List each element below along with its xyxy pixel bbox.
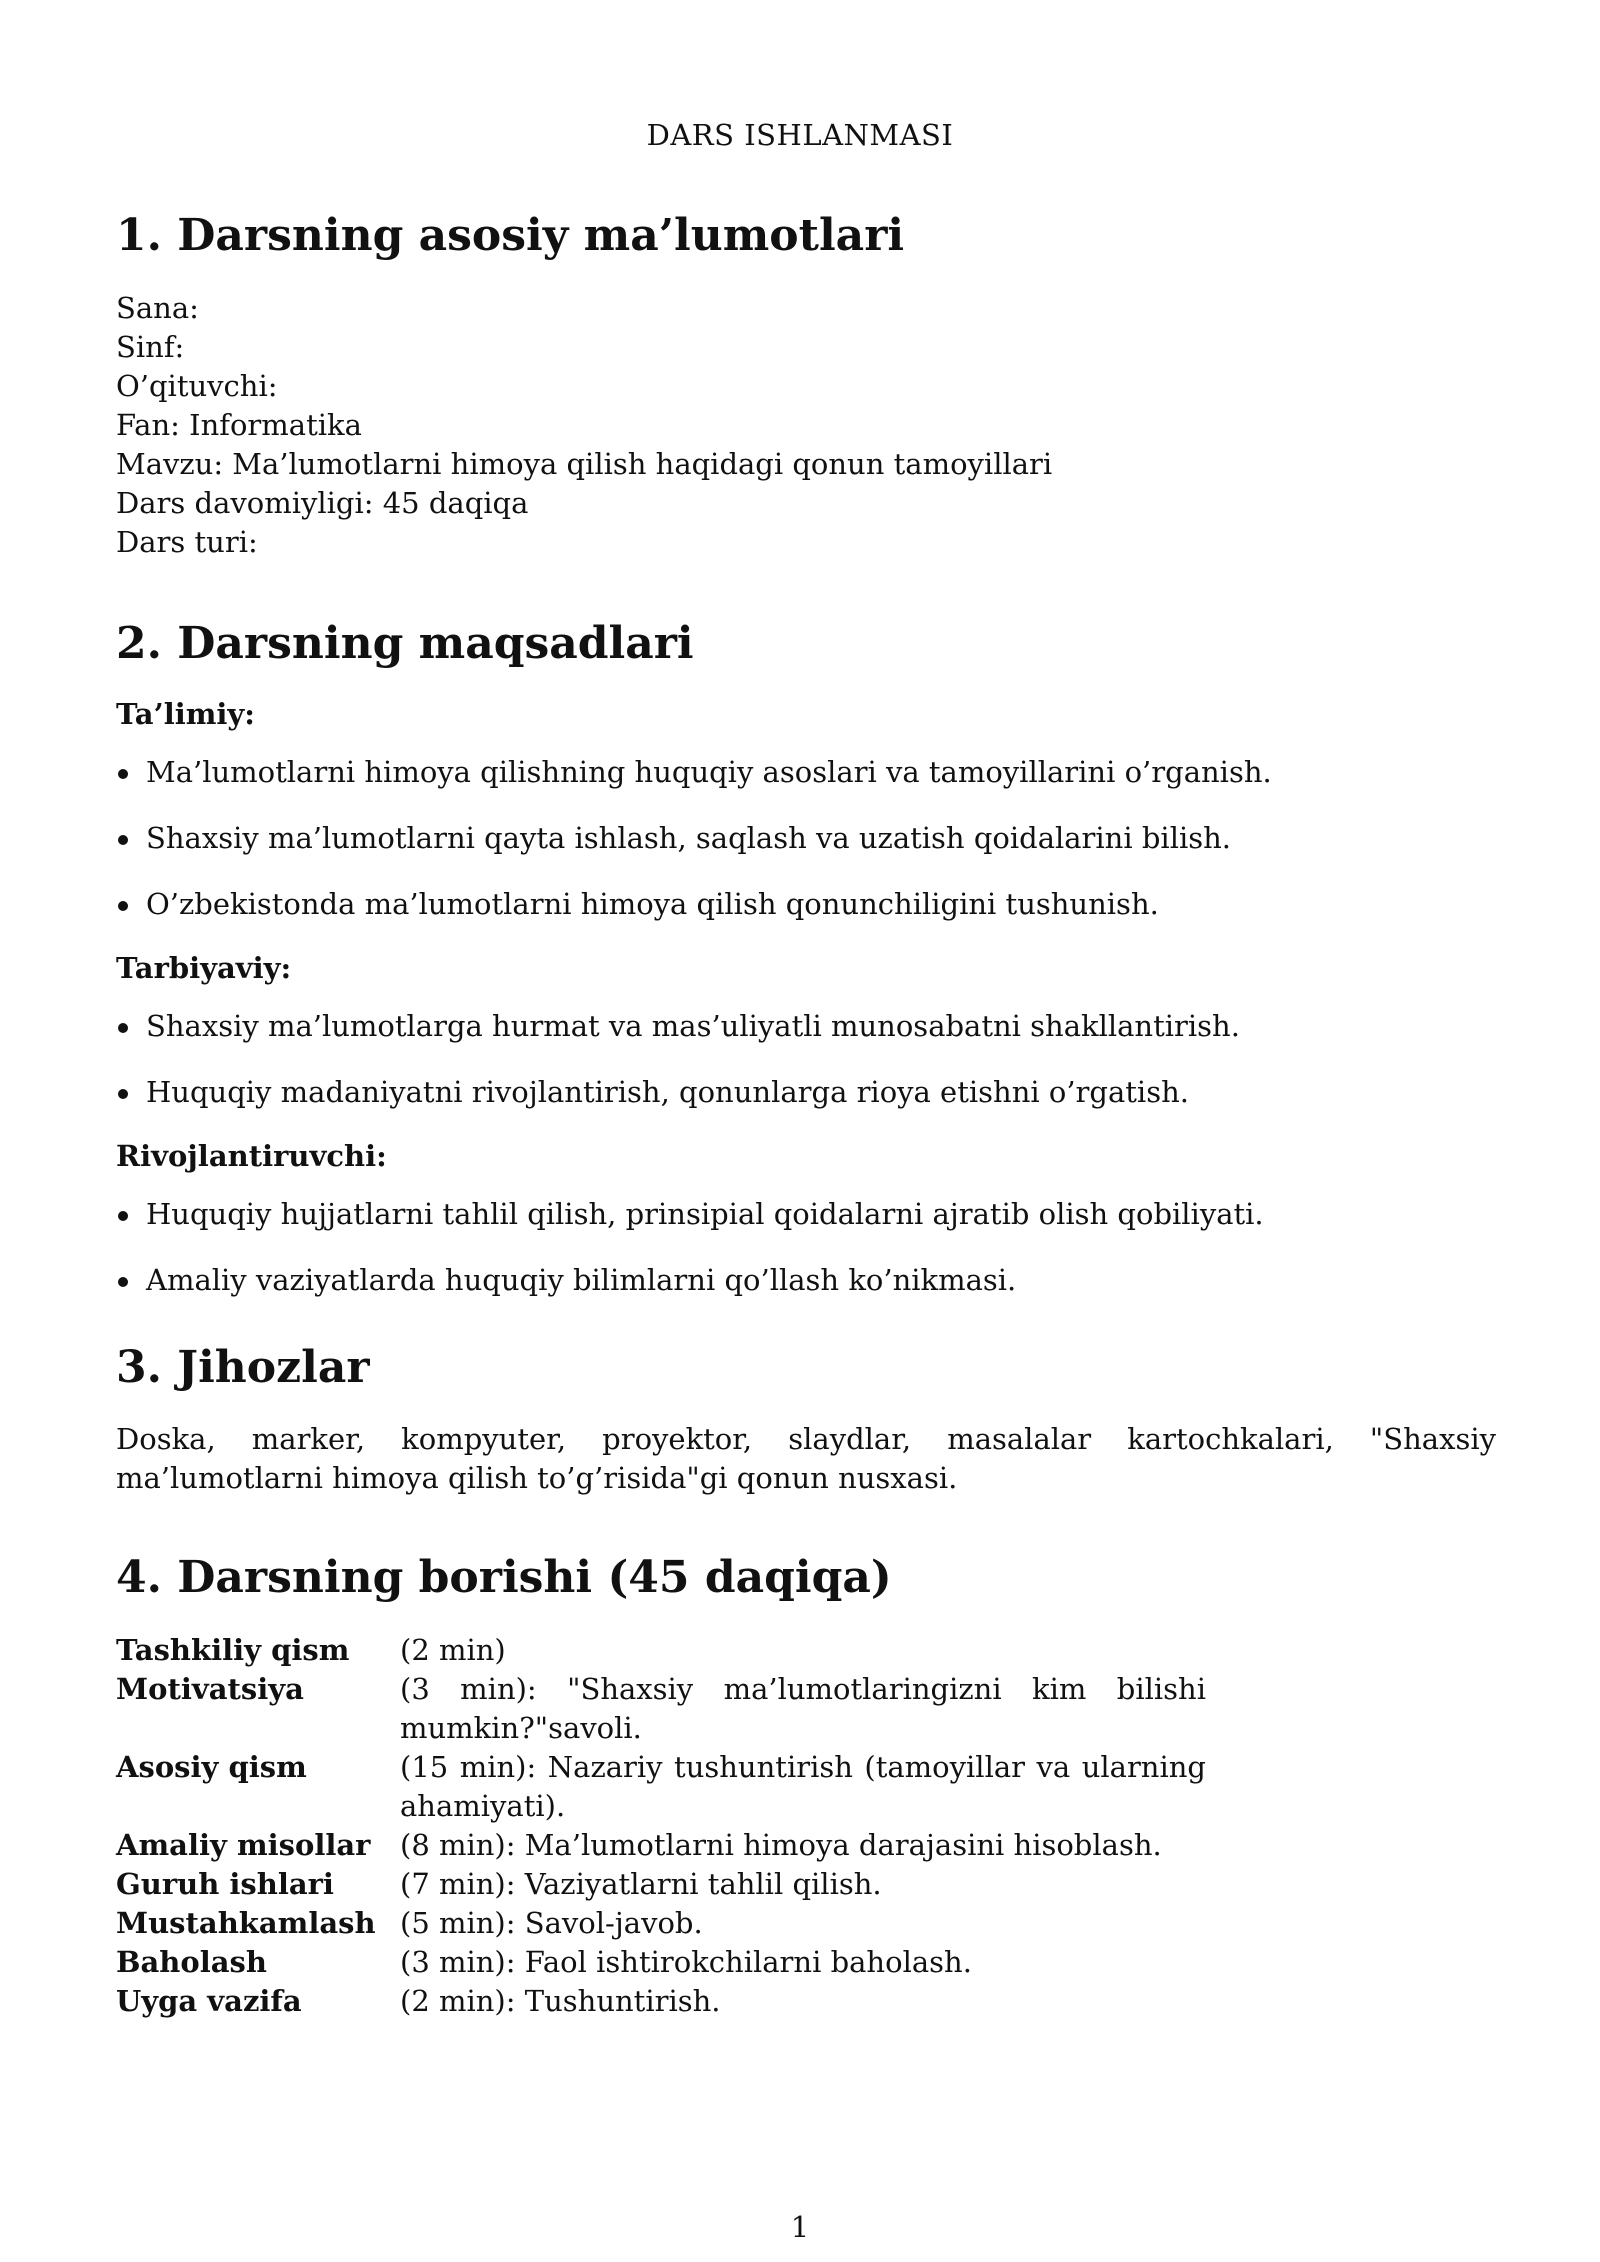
table-row xyxy=(116,1982,1206,2021)
list-item: Amaliy vaziyatlarda huquqiy bilimlarni qo’llash ko’nikmasi. xyxy=(116,1261,1496,1300)
goal-group-title: Rivojlantiruvchi: xyxy=(116,1138,387,1173)
info-date: Sana: xyxy=(116,290,199,325)
stage-label: Asosiy qism xyxy=(116,1750,307,1785)
stage-label: Amaliy misollar xyxy=(116,1828,371,1863)
goal-group-title: Tarbiyaviy: xyxy=(116,950,292,985)
table-row xyxy=(116,1748,1206,1826)
stage-description: (15 min): Nazariy tushuntirish (tamoyillar va ularning ahamiyati). xyxy=(400,1750,1206,1824)
stage-description: (7 min): Vaziyatlarni tahlil qilish. xyxy=(400,1867,882,1902)
list-item: O’zbekistonda ma’lumotlarni himoya qilish qonunchiligini tushunish. xyxy=(116,885,1496,924)
info-subject: Fan: Informatika xyxy=(116,407,362,442)
stage-description: (3 min): Faol ishtirokchilarni baholash. xyxy=(400,1945,972,1980)
table-row xyxy=(116,1904,1206,1943)
table-row xyxy=(116,1865,1206,1904)
info-lesson-type: Dars turi: xyxy=(116,524,258,559)
basic-info-block xyxy=(116,289,1496,562)
stage-label: Motivatsiya xyxy=(116,1672,304,1707)
goal-list-developmental xyxy=(116,1195,1496,1300)
document-title: DARS ISHLANMASI xyxy=(646,118,954,152)
stage-description: (2 min) xyxy=(400,1633,506,1668)
info-topic: Mavzu: Ma’lumotlarni himoya qilish haqidagi qonun tamoyillari xyxy=(116,446,1053,481)
table-row xyxy=(116,1943,1206,1982)
section-heading-goals: 2. Darsning maqsadlari xyxy=(116,617,694,669)
goal-group-title: Ta’limiy: xyxy=(116,696,255,731)
lesson-flow-table xyxy=(116,1631,1206,2021)
info-class: Sinf: xyxy=(116,329,185,364)
stage-label: Guruh ishlari xyxy=(116,1867,334,1902)
list-item: Shaxsiy ma’lumotlarga hurmat va mas’uliyatli munosabatni shakllantirish. xyxy=(116,1007,1496,1046)
table-row xyxy=(116,1670,1206,1748)
goal-list-educational xyxy=(116,753,1496,924)
stage-description: (5 min): Savol-javob. xyxy=(400,1906,703,1941)
section-heading-equipment: 3. Jihozlar xyxy=(116,1341,370,1393)
stage-label: Uyga vazifa xyxy=(116,1984,302,2019)
table-row xyxy=(116,1631,1206,1670)
info-duration: Dars davomiyligi: 45 daqiqa xyxy=(116,485,529,520)
stage-description: (2 min): Tushuntirish. xyxy=(400,1984,721,2019)
section-heading-basic-info: 1. Darsning asosiy ma’lumotlari xyxy=(116,210,905,261)
stage-label: Mustahkamlash xyxy=(116,1906,376,1941)
stage-description: (8 min): Ma’lumotlarni himoya darajasini hisoblash. xyxy=(400,1828,1162,1863)
list-item: Huquqiy hujjatlarni tahlil qilish, prinsipial qoidalarni ajratib olish qobiliyati. xyxy=(116,1195,1496,1234)
table-row xyxy=(116,1826,1206,1865)
stage-label: Tashkiliy qism xyxy=(116,1633,350,1668)
info-teacher: O’qituvchi: xyxy=(116,368,278,403)
section-heading-lesson-flow: 4. Darsning borishi (45 daqiqa) xyxy=(116,1552,892,1604)
list-item: Huquqiy madaniyatni rivojlantirish, qonunlarga rioya etishni o’rgatish. xyxy=(116,1073,1496,1112)
equipment-text: Doska, marker, kompyuter, proyektor, slaydlar, masalalar kartochkalari, "Shaxsiy ma’lumotlarni himoya qilish to’g’risida"gi qonun nusxasi. xyxy=(116,1422,1496,1496)
list-item: Shaxsiy ma’lumotlarni qayta ishlash, saqlash va uzatish qoidalarini bilish. xyxy=(116,819,1496,858)
stage-description: (3 min): "Shaxsiy ma’lumotlaringizni kim bilishi mumkin?"savoli. xyxy=(400,1672,1206,1746)
page-number: 1 xyxy=(790,2210,810,2244)
list-item: Ma’lumotlarni himoya qilishning huquqiy asoslari va tamoyillarini o’rganish. xyxy=(116,753,1496,792)
document-content xyxy=(116,210,1496,2021)
stage-label: Baholash xyxy=(116,1945,267,1980)
goal-list-upbringing xyxy=(116,1007,1496,1112)
